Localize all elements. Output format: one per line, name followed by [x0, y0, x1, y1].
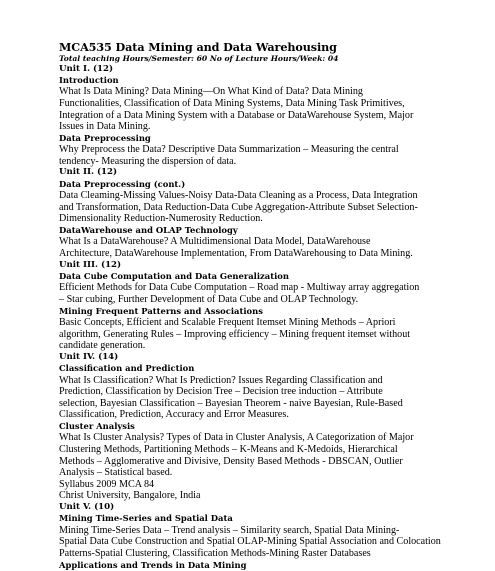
unit-heading: Unit V. (10): [59, 501, 115, 512]
paragraph-line: Prediction, Classification by Decision Tree – Decision tree induction – Attribute: [59, 386, 383, 398]
paragraph-line: – Star cubing, Further Development of Data Cube and OLAP Technology.: [59, 293, 359, 305]
document-title: MCA535 Data Mining and Data Warehousing: [59, 40, 337, 54]
paragraph-line: Methods – Agglomerative and Divisive, Density Based Methods - DBSCAN, Outlier: [59, 455, 403, 467]
paragraph-line: selection, Bayesian Classification – Bayesian Theorem - naive Bayesian, Rule-Based: [59, 397, 403, 409]
paragraph: [59, 375, 489, 421]
unit-heading: Unit II. (12): [59, 167, 118, 178]
paragraph-line: tendency- Measuring the dispersion of data.: [59, 155, 237, 167]
unit-heading: Unit I. (12): [59, 63, 114, 74]
section-heading: Data Preprocessing (cont.): [59, 178, 186, 189]
paragraph-line: Patterns-Spatial Clustering, Classification Methods-Mining Raster Databases: [59, 547, 371, 559]
paragraph-line: What Is a DataWarehouse? A Multidimensional Data Model, DataWarehouse: [59, 236, 371, 248]
section-heading: Introduction: [59, 75, 119, 85]
paragraph-line: Spatial Data Cube Construction and Spatial OLAP-Mining Spatial Association and Colocation: [59, 536, 441, 548]
paragraph-line: What Is Classification? What Is Prediction? Issues Regarding Classification and: [59, 374, 383, 386]
unit-heading: Unit IV. (14): [59, 351, 119, 362]
section-heading: Mining Time-Series and Spatial Data: [59, 513, 233, 524]
paragraph-line: Functionalities, Classification of Data Mining Systems, Data Mining Task Primitives,: [59, 98, 405, 109]
section-heading: Data Cube Computation and Data Generalization: [59, 270, 289, 281]
paragraph: [59, 432, 489, 502]
paragraph: [59, 144, 489, 167]
paragraph: [59, 317, 489, 352]
paragraph-line: algorithm, Generating Rules – Improving efficiency – Mining frequent itemset without: [59, 328, 411, 340]
paragraph-line: What Is Data Mining? Data Mining—On What Kind of Data? Data Mining: [59, 86, 363, 98]
paragraph-line: Architecture, DataWarehouse Implementation, From DataWarehousing to Data Mining.: [59, 247, 413, 259]
section-heading: Data Preprocessing: [59, 132, 151, 143]
paragraph-line: Syllabus 2009 MCA 84: [59, 478, 155, 490]
section-heading: Classification and Prediction: [59, 363, 195, 374]
paragraph-line: and Transformation, Data Reduction-Data Cube Aggregation-Attribute Subset Selection-: [59, 201, 418, 213]
paragraph-line: Basic Concepts, Efficient and Scalable Frequent Itemset Mining Methods – Apriori: [59, 316, 396, 328]
paragraph: [59, 282, 489, 305]
paragraph: [59, 86, 489, 132]
section-heading: Mining Frequent Patterns and Associations: [59, 305, 263, 316]
paragraph: [59, 525, 489, 560]
paragraph-line: Dimensionality Reduction-Numerosity Reduction.: [59, 213, 263, 225]
section-heading: Applications and Trends in Data Mining: [59, 559, 247, 570]
unit-heading: Unit III. (12): [59, 259, 122, 270]
paragraph-line: Data Cleaming-Missing Values-Noisy Data-Data Cleaning as a Process, Data Integration: [59, 190, 418, 202]
paragraph-line: Issues in Data Mining.: [59, 121, 151, 133]
paragraph-line: Christ University, Bangalore, India: [59, 490, 201, 502]
paragraph-line: Classification, Prediction, Accuracy and Error Measures.: [59, 409, 289, 421]
teaching-hours: Total teaching Hours/Semester: 60 No of Lecture Hours/Week: 04: [59, 54, 339, 63]
paragraph-line: Clustering Methods, Partitioning Methods – K-Means and K-Medoids, Hierarchical: [59, 443, 398, 455]
paragraph-line: What Is Cluster Analysis? Types of Data in Cluster Analysis, A Categorization of Major: [59, 432, 414, 444]
syllabus-document: [59, 41, 489, 571]
section-heading: Cluster Analysis: [59, 420, 135, 431]
paragraph-line: Why Preprocess the Data? Descriptive Data Summarization – Measuring the central: [59, 144, 399, 156]
paragraph-line: candidate generation.: [59, 340, 146, 352]
paragraph-line: Efficient Methods for Data Cube Computation – Road map - Multiway array aggregation: [59, 282, 420, 294]
section-heading: DataWarehouse and OLAP Technology: [59, 224, 238, 235]
paragraph: [59, 190, 489, 225]
paragraph-line: Mining Time-Series Data – Trend analysis – Similarity search, Spatial Data Mining-: [59, 524, 400, 536]
paragraph-line: Analysis – Statistical based.: [59, 467, 173, 479]
paragraph-line: Integration of a Data Mining System with a Database or DataWarehouse System, Major: [59, 109, 414, 121]
paragraph: [59, 236, 489, 259]
